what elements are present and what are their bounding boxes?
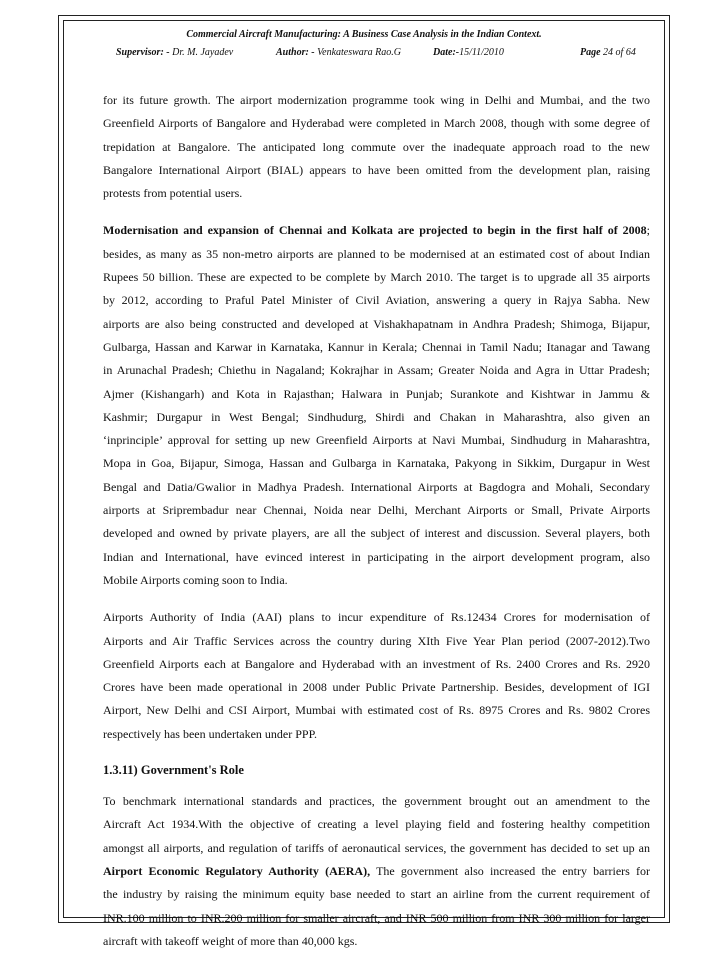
bold-lead-text: Modernisation and expansion of Chennai and Kolkata are projected to begin in the first half of 2008: [103, 223, 647, 238]
text-line: Kashmir; Durgapur in West Bengal; Sindhudurg, Shirdi and Chakan in Maharashtra, also given an: [103, 409, 650, 424]
text-line: developed and owned by private players, are all the subject of interest and discussion. Several players, both: [103, 526, 650, 541]
text-line: for its future growth. The airport modernization programme took wing in Delhi and Mumbai, and the two: [103, 93, 650, 107]
supervisor-info: [116, 47, 233, 58]
date-label: Date:-: [433, 47, 460, 58]
paragraph-governments-role: [103, 790, 650, 953]
line-rest: The government also increased the entry barriers for: [370, 863, 650, 878]
text-line: Indian and International, have evinced interest in participating in the airport development program, also: [103, 549, 650, 564]
paragraph-chennai-kolkata: [103, 219, 650, 592]
text-line: respectively has been undertaken under PPP.: [103, 726, 317, 741]
author-value: Venkateswara Rao.G: [317, 47, 402, 58]
text-line: amongst all airports, and regulation of tariffs of aeronautical services, the government has decided to set up an: [103, 840, 650, 855]
text-line: airports at Sriprembadur near Chennai, Noida near Delhi, Merchant Airports or Small, Private Airports: [103, 503, 650, 518]
aera-bold-text: Airport Economic Regulatory Authority (AERA),: [103, 863, 371, 878]
text-line: by 2012, according to Praful Patel Minister of Civil Aviation, answering a query in Rajya Sabha. New: [103, 293, 650, 308]
text-line: INR.100 million to INR.200 million for smaller aircraft, and INR 500 million from INR 300 million for larger: [103, 910, 650, 925]
page-value: 24 of 64: [603, 47, 636, 58]
text-line: To benchmark international standards and practices, the government brought out an amendment to the: [103, 794, 650, 809]
lead-tail: ;: [646, 223, 650, 238]
text-line: besides, as many as 35 non-metro airports are planned to be modernised at an estimated cost of about Indian: [103, 246, 650, 261]
text-line: Airports Authority of India (AAI) plans to incur expenditure of Rs.12434 Crores for modernisation of: [103, 610, 650, 625]
author-label: Author: -: [276, 47, 315, 58]
text-line: aircraft with takeoff weight of more than 40,000 kgs.: [103, 933, 358, 948]
text-line: [103, 219, 650, 242]
text-line: in Arunachal Pradesh; Chiethu in Nagaland; Kokrajhar in Assam; Greater Noida and Agra in Uttar Pradesh;: [103, 363, 650, 378]
text-line: ‘inprinciple’ approval for setting up new Greenfield Airports at Navi Mumbai, Sindhudurg in Maharashtra,: [103, 433, 650, 448]
text-line: Mobile Airports coming soon to India.: [103, 572, 288, 587]
text-line: Airport, New Delhi and CSI Airport, Mumbai with estimated cost of Rs. 8975 Crores and Rs. 9802 Crores: [103, 703, 650, 718]
date-value: 15/11/2010: [459, 47, 504, 58]
text-line: trepidation at Bangalore. The anticipated long commute over the inadequate approach road to the new: [103, 139, 650, 154]
text-line: Bengal and Datia/Gwalior in Madhya Pradesh. International Airports at Bagdogra and Mohali, Secondary: [103, 479, 650, 494]
page-content: [103, 89, 650, 953]
text-line: Bangalore International Airport (BIAL) appears to have been omitted from the development plan, raising: [103, 162, 650, 177]
page-number-info: [580, 47, 636, 58]
supervisor-label: Supervisor: -: [116, 47, 170, 58]
document-title: Commercial Aircraft Manufacturing: A Business Case Analysis in the Indian Context.: [186, 29, 542, 40]
text-line: Rupees 50 billion. These are expected to be complete by March 2010. The target is to upgrade all 35 airports: [103, 270, 650, 285]
text-line: airports are also being constructed and developed at Vishakhapatnam in Andhra Pradesh; Shimoga, Bijapur,: [103, 316, 650, 331]
page-label: Page: [580, 47, 601, 58]
text-line: Greenfield Airports of Bangalore and Hyderabad were completed in March 2008, though with some degree of: [103, 116, 650, 131]
text-line: Greenfield Airports each at Bangalore and Hyderabad with an investment of Rs. 2400 Crores and Rs. 2920: [103, 656, 650, 671]
section-heading-governments-role: 1.3.11) Government's Role: [103, 763, 244, 778]
text-line: Crores have been made operational in 2008 under Public Private Partnership. Besides, development of IGI: [103, 680, 650, 695]
paragraph-aai-expenditure: [103, 606, 650, 746]
author-info: [276, 47, 401, 58]
text-line: Gulbarga, Hassan and Karwar in Karnataka, Kannur in Kerala; Chennai in Tamil Nadu; Itanagar and Tawang: [103, 339, 650, 354]
date-info: [433, 47, 504, 58]
text-line: Ajmer (Kishangarh) and Kota in Rajasthan; Halwara in Punjab; Surankote and Kishtwar in Jammu &: [103, 386, 650, 401]
supervisor-value: Dr. M. Jayadev: [172, 47, 234, 58]
page-header: [64, 29, 664, 58]
text-line: Mopa in Goa, Bijapur, Simoga, Hassan and Gulbarga in Karnataka, Pakyong in Sikkim, Durgapur in West: [103, 456, 650, 471]
text-line: Airports and Air Traffic Services across the country during XIth Five Year Plan period (2007-2012).Two: [103, 633, 650, 648]
text-line: Aircraft Act 1934.With the objective of creating a level playing field and fostering healthy competition: [103, 817, 650, 832]
text-line: [103, 860, 650, 883]
text-line: the industry by raising the minimum equity base needed to start an airline from the current requirement of: [103, 887, 650, 902]
text-line: protests from potential users.: [103, 186, 243, 201]
paragraph-airport-modernization: [103, 89, 650, 205]
